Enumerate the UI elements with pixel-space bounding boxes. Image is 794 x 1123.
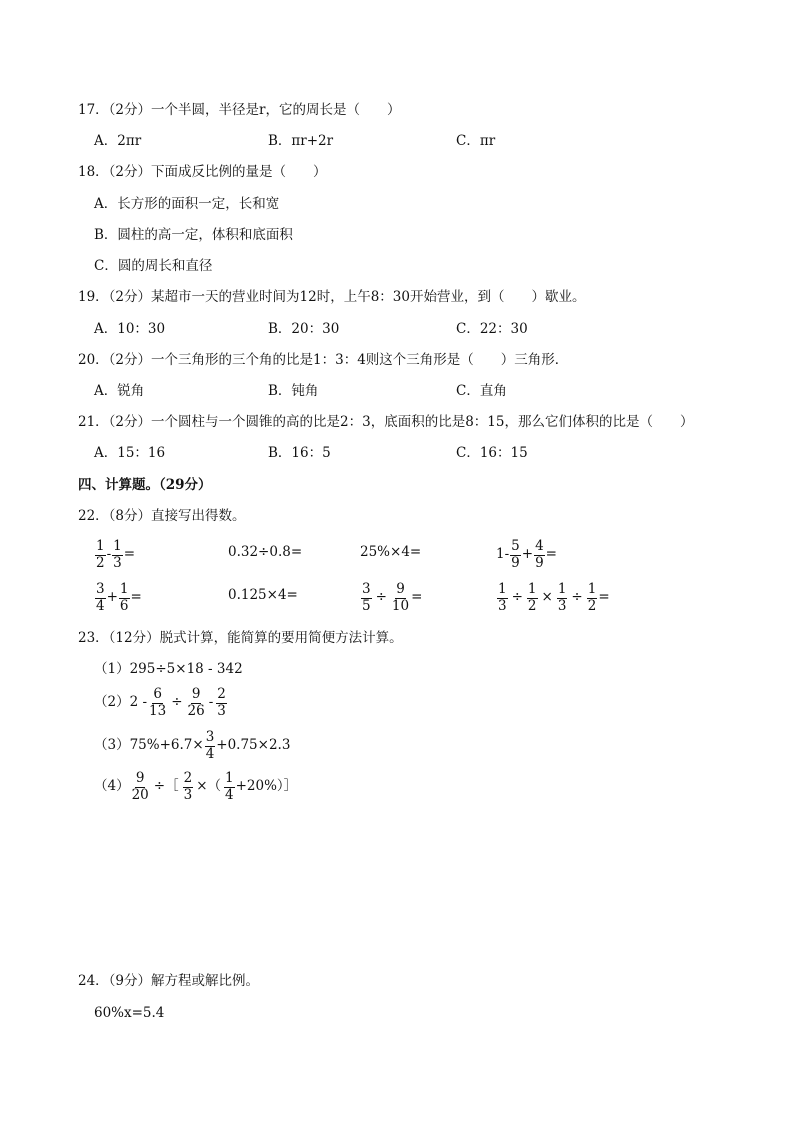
fraction [224, 772, 235, 802]
numerator: 3 [205, 729, 215, 745]
numerator: 1 [557, 581, 567, 597]
numerator: 3 [362, 581, 371, 597]
q18-option-b: B．圆柱的高一定，体积和底面积 [94, 227, 293, 243]
fraction [587, 583, 598, 613]
numerator: 3 [96, 581, 105, 597]
denominator: 9 [511, 554, 520, 571]
q23-part-2 [94, 688, 228, 718]
fraction [95, 540, 106, 570]
fraction [131, 772, 150, 802]
numerator: 1 [587, 581, 597, 597]
q17-option-c: C．πr [456, 133, 496, 149]
denominator: 20 [131, 786, 149, 803]
numerator: 9 [396, 581, 405, 597]
q22-r1-c: 25%×4= [360, 544, 422, 560]
q22-r1-d [496, 540, 557, 570]
denominator: 6 [119, 597, 129, 614]
prefix: 1- [496, 546, 510, 563]
label: （3）75%+6.7× [94, 737, 204, 754]
numerator: 9 [191, 686, 201, 702]
denominator: 3 [557, 597, 567, 614]
operator: + [106, 589, 118, 606]
numerator: 1 [113, 538, 122, 554]
q21-option-c: C．16：15 [456, 445, 528, 461]
numerator: 9 [135, 770, 145, 786]
q24-equation-1: 60%x=5.4 [94, 1005, 165, 1021]
times-paren: ×（ [196, 778, 221, 795]
numerator: 2 [217, 686, 226, 702]
fraction [391, 583, 410, 613]
numerator: 1 [119, 581, 129, 597]
fraction [95, 583, 106, 613]
numerator: 5 [511, 538, 520, 554]
numerator: 1 [96, 538, 105, 554]
q20-option-a: A．锐角 [94, 383, 145, 399]
question-24-stem: 24．（9分）解方程或解比例。 [78, 973, 260, 989]
numerator: 1 [225, 770, 234, 786]
operator: ÷ [511, 589, 523, 606]
fraction [112, 540, 123, 570]
denominator: 2 [527, 597, 537, 614]
question-22-stem: 22．（8分）直接写出得数。 [78, 508, 246, 524]
question-18-stem: 18．（2分）下面成反比例的量是（ ） [78, 164, 327, 180]
q17-option-b: B．πr+2r [268, 133, 334, 149]
q22-r2-b: 0.125×4= [228, 587, 298, 603]
label: （2）2 - [94, 694, 148, 711]
denominator: 13 [149, 702, 167, 719]
operator: ÷ [571, 589, 583, 606]
denominator: 10 [391, 597, 410, 614]
q22-r2-c [360, 583, 422, 613]
question-23-stem: 23．（12分）脱式计算，能简算的要用简便方法计算。 [78, 630, 403, 646]
fraction [205, 731, 216, 761]
numerator: 1 [498, 581, 507, 597]
divide-bracket: ÷［ [153, 778, 179, 795]
denominator: 5 [362, 597, 371, 614]
question-17-stem: 17．（2分）一个半圆，半径是r，它的周长是（ ） [78, 102, 401, 118]
numerator: 4 [535, 538, 544, 554]
operator: ÷ [171, 694, 183, 711]
fraction [148, 688, 167, 718]
operator: ÷ [375, 589, 387, 606]
fraction [557, 583, 568, 613]
q20-option-b: B．钝角 [268, 383, 319, 399]
fraction [119, 583, 130, 613]
fraction [497, 583, 508, 613]
tail: +20%）］ [235, 778, 298, 795]
denominator: 3 [183, 786, 193, 803]
denominator: 3 [498, 597, 507, 614]
question-20-stem: 20．（2分）一个三角形的三个角的比是1：3：4则这个三角形是（ ）三角形． [78, 352, 569, 368]
fraction [510, 540, 521, 570]
numerator: 6 [153, 686, 162, 702]
denominator: 3 [217, 702, 226, 719]
equals: = [411, 589, 423, 606]
section-4-heading: 四、计算题。（29分） [78, 477, 212, 493]
equals: = [123, 546, 136, 563]
q19-option-c: C．22：30 [456, 321, 528, 337]
q22-r2-d [496, 583, 610, 613]
operator: - [106, 546, 112, 563]
question-19-stem: 19．（2分）某超市一天的营业时间为12时，上午8：30开始营业，到（ ）歇业。 [78, 289, 586, 305]
q19-option-b: B．20：30 [268, 321, 340, 337]
denominator: 4 [225, 786, 234, 803]
fraction [183, 772, 194, 802]
fraction [527, 583, 538, 613]
label: （4） [94, 778, 130, 795]
tail: +0.75×2.3 [216, 737, 291, 754]
equals: = [130, 589, 142, 606]
q21-option-a: A．15：16 [94, 445, 166, 461]
denominator: 2 [587, 597, 597, 614]
operator: × [541, 589, 553, 606]
q20-option-c: C．直角 [456, 383, 507, 399]
q21-option-b: B．16：5 [268, 445, 331, 461]
denominator: 3 [113, 554, 122, 571]
fraction [216, 688, 227, 718]
numerator: 2 [183, 770, 193, 786]
fraction [534, 540, 545, 570]
denominator: 9 [535, 554, 544, 571]
equals: = [545, 546, 557, 563]
denominator: 4 [96, 597, 105, 614]
equals: = [598, 589, 610, 606]
numerator: 1 [527, 581, 537, 597]
q22-r1-a [94, 540, 135, 570]
question-21-stem: 21．（2分）一个圆柱与一个圆锥的高的比是2：3，底面积的比是8：15，那么它们体积的比是（ ） [78, 414, 694, 430]
operator: + [521, 546, 534, 563]
denominator: 4 [205, 745, 215, 762]
denominator: 26 [187, 702, 205, 719]
q22-r2-a [94, 583, 142, 613]
fraction [361, 583, 372, 613]
q23-part-3 [94, 731, 290, 761]
q17-option-a: A．2πr [94, 133, 142, 149]
fraction [187, 688, 206, 718]
q22-r1-b: 0.32÷0.8= [228, 544, 303, 560]
q18-option-a: A．长方形的面积一定，长和宽 [94, 196, 280, 212]
denominator: 2 [96, 554, 105, 571]
operator: - [208, 694, 214, 711]
q23-part-4 [94, 772, 297, 802]
q19-option-a: A．10：30 [94, 321, 166, 337]
q18-option-c: C．圆的周长和直径 [94, 258, 213, 274]
q23-part-1: （1）295÷5×18 - 342 [94, 661, 243, 677]
